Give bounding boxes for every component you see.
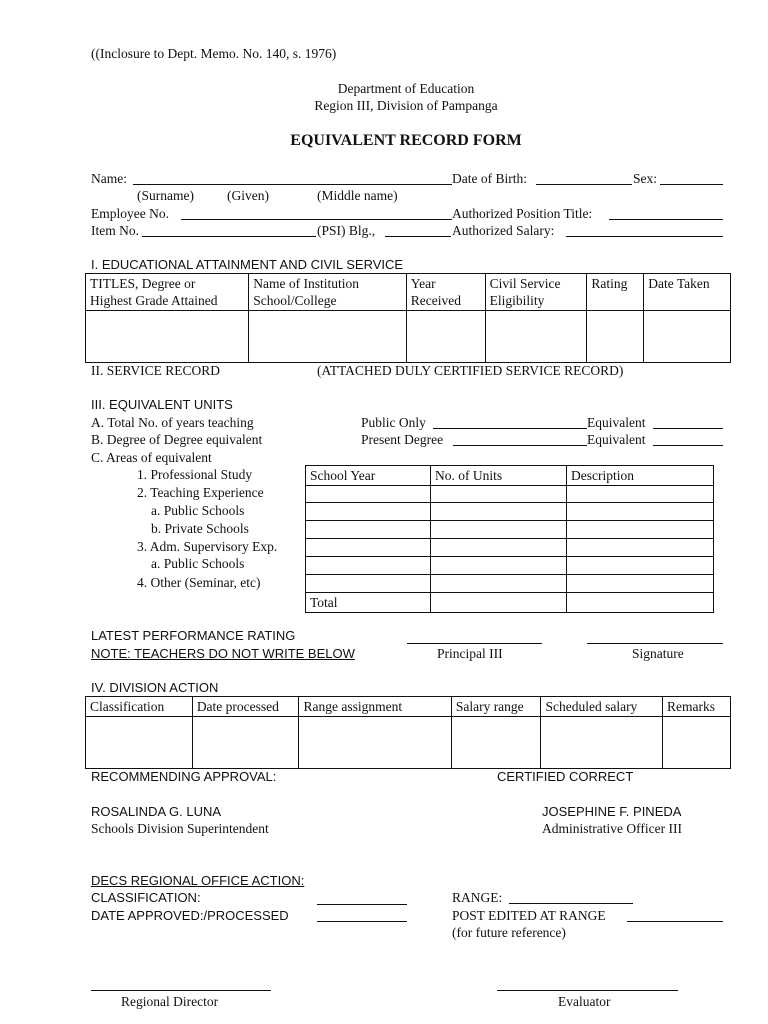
area-item: 2. Teaching Experience — [137, 485, 264, 500]
signature-line[interactable] — [587, 643, 723, 644]
dob-field[interactable] — [536, 184, 632, 185]
area-item: a. Public Schools — [151, 556, 245, 571]
middle-name-caption: (Middle name) — [317, 188, 398, 203]
col-scheduled-salary: Scheduled salary — [541, 697, 663, 717]
col-year-received: Year Received — [406, 274, 485, 311]
table-row[interactable] — [306, 557, 714, 575]
col-salary-range: Salary range — [451, 697, 541, 717]
col-date-taken: Date Taken — [644, 274, 731, 311]
total-row[interactable] — [306, 593, 714, 613]
sex-label: Sex: — [633, 171, 658, 186]
area-item: 3. Adm. Supervisory Exp. — [137, 539, 278, 554]
date-approved-label: DATE APPROVED:/PROCESSED — [91, 908, 289, 923]
public-only-label: Public Only — [361, 415, 426, 430]
col-remarks: Remarks — [663, 697, 731, 717]
table-row[interactable] — [306, 575, 714, 593]
regional-action-heading: DECS REGIONAL OFFICE ACTION: — [91, 873, 305, 888]
officer-title: Administrative Officer III — [542, 821, 682, 836]
name-label: Name: — [91, 171, 127, 186]
regional-director-signature-line[interactable] — [91, 990, 271, 991]
date-approved-field[interactable] — [317, 921, 407, 922]
evaluator-caption: Evaluator — [558, 994, 611, 1009]
col-institution: Name of Institution School/College — [249, 274, 407, 311]
degree-label: B. Degree of Degree equivalent — [91, 432, 263, 447]
principal-signature-line[interactable] — [407, 643, 542, 644]
present-degree-field[interactable] — [453, 445, 587, 446]
units-table — [305, 465, 714, 613]
auth-salary-label: Authorized Salary: — [452, 223, 555, 238]
col-no-units: No. of Units — [431, 466, 567, 486]
future-reference-note: (for future reference) — [452, 925, 566, 940]
service-record-note: (ATTACHED DULY CERTIFIED SERVICE RECORD) — [317, 363, 624, 378]
section-1-heading: I. EDUCATIONAL ATTAINMENT AND CIVIL SERVICE — [91, 257, 404, 272]
area-item: a. Public Schools — [151, 503, 245, 518]
range-field[interactable] — [509, 903, 633, 904]
employee-no-label: Employee No. — [91, 206, 169, 221]
item-no-label: Item No. — [91, 223, 139, 238]
teachers-note: NOTE: TEACHERS DO NOT WRITE BELOW — [91, 646, 355, 661]
col-civil-service: Civil Service Eligibility — [485, 274, 587, 311]
present-degree-label: Present Degree — [361, 432, 444, 447]
post-edited-field[interactable] — [627, 921, 723, 922]
table-row[interactable] — [86, 717, 731, 769]
table-row[interactable] — [306, 486, 714, 503]
section-3-heading: III. EQUIVALENT UNITS — [91, 397, 233, 412]
regional-director-caption: Regional Director — [121, 994, 219, 1009]
public-only-field[interactable] — [433, 428, 587, 429]
area-item: 1. Professional Study — [137, 467, 253, 482]
section-4-heading: IV. DIVISION ACTION — [91, 680, 219, 695]
division-action-table — [85, 696, 731, 769]
area-item: b. Private Schools — [151, 521, 249, 536]
psi-field[interactable] — [385, 236, 451, 237]
auth-position-label: Authorized Position Title: — [452, 206, 593, 221]
performance-rating-label: LATEST PERFORMANCE RATING — [91, 628, 296, 643]
evaluator-signature-line[interactable] — [497, 990, 678, 991]
auth-position-field[interactable] — [609, 219, 723, 220]
recommending-approval-label: RECOMMENDING APPROVAL: — [91, 769, 277, 784]
table-row[interactable] — [306, 503, 714, 521]
principal-caption: Principal III — [437, 646, 503, 661]
officer-name: JOSEPHINE F. PINEDA — [542, 804, 682, 819]
equivalent-field-2[interactable] — [653, 445, 723, 446]
col-titles: TITLES, Degree or Highest Grade Attained — [86, 274, 249, 311]
section-2-heading: II. SERVICE RECORD — [91, 363, 221, 378]
sex-field[interactable] — [660, 184, 723, 185]
agency-name: Department of Education — [337, 81, 475, 96]
given-caption: (Given) — [227, 188, 269, 203]
col-date-processed: Date processed — [192, 697, 299, 717]
table-row[interactable] — [306, 521, 714, 539]
range-label: RANGE: — [452, 890, 503, 905]
superintendent-name: ROSALINDA G. LUNA — [91, 804, 222, 819]
equivalent-field-1[interactable] — [653, 428, 723, 429]
table-row[interactable] — [306, 539, 714, 557]
item-no-field[interactable] — [142, 236, 316, 237]
enclosure-note: ((Inclosure to Dept. Memo. No. 140, s. 1976) — [91, 46, 337, 61]
superintendent-title: Schools Division Superintendent — [91, 821, 269, 836]
name-field[interactable] — [133, 184, 452, 185]
classification-label: CLASSIFICATION: — [91, 890, 201, 905]
total-years-label: A. Total No. of years teaching — [91, 415, 254, 430]
col-classification: Classification — [86, 697, 193, 717]
region-name: Region III, Division of Pampanga — [314, 98, 498, 113]
psi-label: (PSI) Blg., — [317, 223, 376, 238]
total-label: Total — [306, 593, 431, 613]
education-table — [85, 273, 731, 363]
col-description: Description — [567, 466, 714, 486]
equivalent-label-1: Equivalent — [587, 415, 646, 430]
col-school-year: School Year — [306, 466, 431, 486]
area-item: 4. Other (Seminar, etc) — [137, 575, 261, 590]
col-rating: Rating — [587, 274, 644, 311]
classification-field[interactable] — [317, 904, 407, 905]
col-range-assignment: Range assignment — [299, 697, 451, 717]
form-title: EQUIVALENT RECORD FORM — [290, 132, 522, 149]
employee-no-field[interactable] — [181, 219, 452, 220]
table-row[interactable] — [86, 311, 731, 363]
surname-caption: (Surname) — [137, 188, 194, 203]
post-edited-label: POST EDITED AT RANGE — [452, 908, 606, 923]
signature-caption: Signature — [632, 646, 684, 661]
auth-salary-field[interactable] — [566, 236, 723, 237]
equivalent-label-2: Equivalent — [587, 432, 646, 447]
areas-label: C. Areas of equivalent — [91, 450, 212, 465]
dob-label: Date of Birth: — [452, 171, 527, 186]
certified-correct-label: CERTIFIED CORRECT — [497, 769, 634, 784]
